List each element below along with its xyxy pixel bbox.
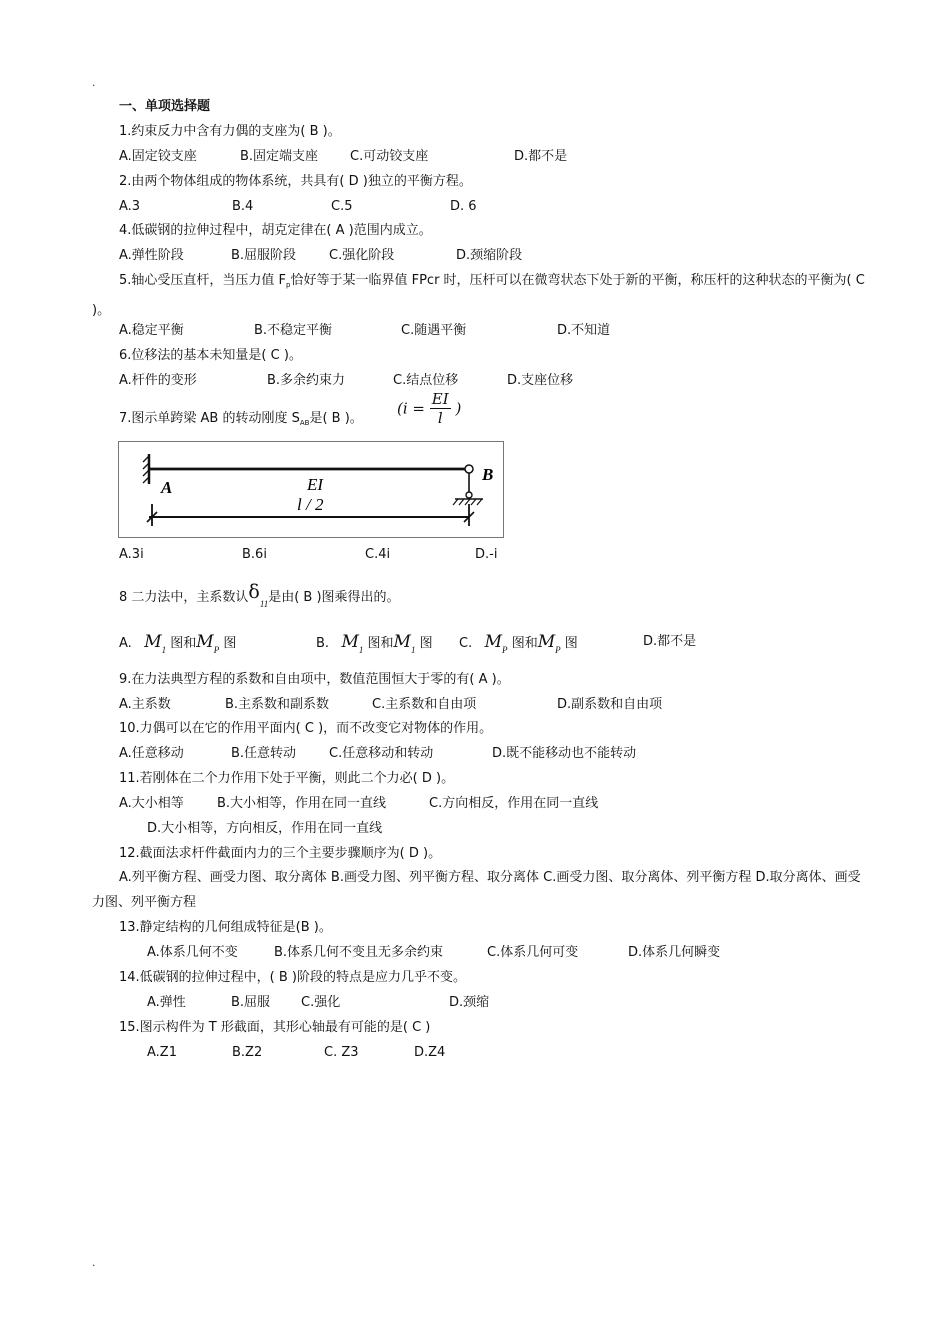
beam-diagram bbox=[119, 442, 503, 537]
q8-stem bbox=[119, 578, 400, 618]
q10-option-d: D.既不能移动也不能转动 bbox=[492, 746, 637, 761]
q14-option-d: D.颈缩 bbox=[449, 995, 490, 1010]
m-symbol: M bbox=[196, 632, 214, 652]
q8-option-a-prefix: A. bbox=[119, 636, 132, 651]
q11-option-a: A.大小相等 bbox=[119, 796, 184, 811]
q7-option-b: B.6i bbox=[242, 547, 267, 562]
m-symbol: M bbox=[537, 632, 556, 652]
q1-stem: 1.约束反力中含有力偶的支座为( B )。 bbox=[119, 124, 341, 139]
m-subscript-1: 1 bbox=[358, 645, 364, 655]
m-subscript-1: 1 bbox=[161, 645, 167, 655]
q8-stem-part-a: 8 二力法中，主系数认 bbox=[119, 590, 249, 605]
q11-option-d: D.大小相等，方向相反，作用在同一直线 bbox=[147, 821, 383, 836]
q7-stem-part-b: 是( B )。 bbox=[309, 411, 363, 426]
q8-option-c-prefix: C. bbox=[459, 636, 473, 651]
page-mark-bottom: . bbox=[92, 1256, 96, 1269]
q8-text-tu: 图 bbox=[223, 636, 237, 651]
formula-denominator: l bbox=[437, 409, 443, 427]
q9-option-a: A.主系数 bbox=[119, 697, 171, 712]
m-subscript-p: P bbox=[502, 645, 508, 655]
q12-options: A.列平衡方程、画受力图、取分离体 B.画受力图、列平衡方程、取分离体 C.画受力图、取分离体、列平衡方程 D.取分离体、画受力图、列平衡方程 bbox=[92, 870, 861, 910]
beam-figure bbox=[118, 441, 504, 538]
q14-option-a: A.弹性 bbox=[147, 995, 186, 1010]
q9-option-c: C.主系数和自由项 bbox=[372, 697, 477, 712]
q5-option-b: B.不稳定平衡 bbox=[254, 323, 333, 338]
q4-option-a: A.弹性阶段 bbox=[119, 248, 184, 263]
q5-stem-part-b: 恰好等于某一临界值 FPcr 时，压杆可以在微弯状态下处于新的平衡，称压杆的这种状态的平衡为( C )。 bbox=[92, 273, 865, 318]
q7-stiffness-formula bbox=[397, 390, 461, 427]
q15-option-a: A.Z1 bbox=[147, 1045, 177, 1060]
q5-stem bbox=[92, 268, 872, 323]
q1-option-c: C.可动铰支座 bbox=[350, 149, 429, 164]
q7-option-d: D.-i bbox=[475, 547, 498, 562]
q8-text-he: 图和 bbox=[170, 636, 197, 651]
q13-option-d: D.体系几何瞬变 bbox=[628, 945, 721, 960]
q1-option-a: A.固定铰支座 bbox=[119, 149, 197, 164]
q5-stem-subscript: p bbox=[286, 281, 291, 289]
q15-option-b: B.Z2 bbox=[232, 1045, 263, 1060]
formula-numerator: EI bbox=[431, 390, 449, 408]
q1-option-d: D.都不是 bbox=[514, 149, 568, 164]
m-symbol: M bbox=[484, 632, 503, 652]
label-a: A bbox=[161, 478, 173, 497]
roller-pin bbox=[466, 492, 472, 498]
q8-option-b bbox=[316, 628, 433, 664]
m-symbol: M bbox=[144, 632, 162, 652]
beam-end-hinge bbox=[465, 465, 473, 473]
q7-stem-subscript: AB bbox=[299, 419, 310, 427]
q14-option-c: C.强化 bbox=[301, 995, 341, 1010]
m-symbol: M bbox=[393, 632, 411, 652]
q5-option-d: D.不知道 bbox=[557, 323, 611, 338]
formula-open: (i = bbox=[397, 399, 425, 418]
q6-option-c: C.结点位移 bbox=[393, 373, 459, 388]
q8-option-c bbox=[459, 628, 578, 664]
q5-option-a: A.稳定平衡 bbox=[119, 323, 184, 338]
label-b: B bbox=[482, 465, 494, 484]
q2-option-a: A.3 bbox=[119, 199, 141, 214]
q11-stem: 11.若刚体在二个力作用下处于平衡，则此二个力必( D )。 bbox=[119, 771, 455, 786]
q4-option-d: D.颈缩阶段 bbox=[456, 248, 523, 263]
q11-option-c: C.方向相反，作用在同一直线 bbox=[429, 796, 599, 811]
label-length: l / 2 bbox=[297, 495, 324, 514]
q8-text-tu: 图 bbox=[419, 636, 433, 651]
m-symbol: M bbox=[341, 632, 359, 652]
q2-stem: 2.由两个物体组成的物体系统，共具有( D )独立的平衡方程。 bbox=[119, 174, 472, 189]
q10-option-c: C.任意移动和转动 bbox=[329, 746, 434, 761]
q7-option-a: A.3i bbox=[119, 547, 144, 562]
q8-text-he: 图和 bbox=[511, 636, 538, 651]
q8-text-tu: 图 bbox=[564, 636, 578, 651]
page-mark-top: . bbox=[92, 76, 96, 89]
q8-stem-part-b: 是由( B )图乘得出的。 bbox=[268, 590, 400, 605]
q7-stem-part-a: 7.图示单跨梁 AB 的转动刚度 S bbox=[119, 411, 300, 426]
q14-option-b: B.屈服 bbox=[231, 995, 271, 1010]
q6-option-d: D.支座位移 bbox=[507, 373, 574, 388]
q10-stem: 10.力偶可以在它的作用平面内( C )，而不改变它对物体的作用。 bbox=[119, 721, 493, 736]
q6-stem: 6.位移法的基本未知量是( C )。 bbox=[119, 348, 302, 363]
q7-option-c: C.4i bbox=[365, 547, 391, 562]
m-subscript-p: P bbox=[555, 645, 561, 655]
q13-stem: 13.静定结构的几何组成特征是(B )。 bbox=[119, 920, 332, 935]
q2-option-c: C.5 bbox=[331, 199, 353, 214]
q10-option-a: A.任意移动 bbox=[119, 746, 184, 761]
q4-option-c: C.强化阶段 bbox=[329, 248, 395, 263]
m-subscript-1: 1 bbox=[410, 645, 416, 655]
q8-option-d: D.都不是 bbox=[643, 634, 697, 649]
formula-fraction bbox=[430, 390, 451, 427]
q2-option-b: B.4 bbox=[232, 199, 254, 214]
q6-option-a: A.杆件的变形 bbox=[119, 373, 197, 388]
m-subscript-p: P bbox=[213, 645, 220, 655]
q13-option-c: C.体系几何可变 bbox=[487, 945, 579, 960]
q14-stem: 14.低碳钢的拉伸过程中，( B )阶段的特点是应力几乎不变。 bbox=[119, 970, 467, 985]
delta-subscript: 11 bbox=[259, 599, 269, 609]
q8-text-he: 图和 bbox=[367, 636, 394, 651]
q9-option-d: D.副系数和自由项 bbox=[557, 697, 663, 712]
q9-stem: 9.在力法典型方程的系数和自由项中，数值范围恒大于零的有( A )。 bbox=[119, 672, 510, 687]
q15-option-c: C. Z3 bbox=[324, 1045, 359, 1060]
q1-option-b: B.固定端支座 bbox=[240, 149, 319, 164]
q15-option-d: D.Z4 bbox=[414, 1045, 446, 1060]
roller-hatch bbox=[453, 499, 482, 505]
q15-stem: 15.图示构件为 T 形截面，其形心轴最有可能的是( C ) bbox=[119, 1020, 431, 1035]
q7-stem bbox=[119, 411, 363, 431]
q13-option-b: B.体系几何不变且无多余约束 bbox=[274, 945, 444, 960]
label-ei: EI bbox=[307, 475, 324, 494]
q10-option-b: B.任意转动 bbox=[231, 746, 297, 761]
q12-stem: 12.截面法求杆件截面内力的三个主要步骤顺序为( D )。 bbox=[119, 846, 442, 861]
q13-option-a: A.体系几何不变 bbox=[147, 945, 238, 960]
q11-option-b: B.大小相等，作用在同一直线 bbox=[217, 796, 387, 811]
delta-symbol: δ bbox=[248, 581, 260, 603]
formula-close: ) bbox=[455, 399, 462, 418]
q5-stem-part-a: 5.轴心受压直杆，当压力值 F bbox=[119, 273, 287, 288]
q8-option-a bbox=[119, 628, 236, 664]
q2-option-d: D. 6 bbox=[450, 199, 477, 214]
section-title: 一、单项选择题 bbox=[119, 99, 211, 114]
q8-option-b-prefix: B. bbox=[316, 636, 330, 651]
q4-stem: 4.低碳钢的拉伸过程中，胡克定律在( A )范围内成立。 bbox=[119, 223, 432, 238]
q6-option-b: B.多余约束力 bbox=[267, 373, 346, 388]
q5-option-c: C.随遇平衡 bbox=[401, 323, 467, 338]
q9-option-b: B.主系数和副系数 bbox=[225, 697, 330, 712]
q4-option-b: B.屈服阶段 bbox=[231, 248, 297, 263]
